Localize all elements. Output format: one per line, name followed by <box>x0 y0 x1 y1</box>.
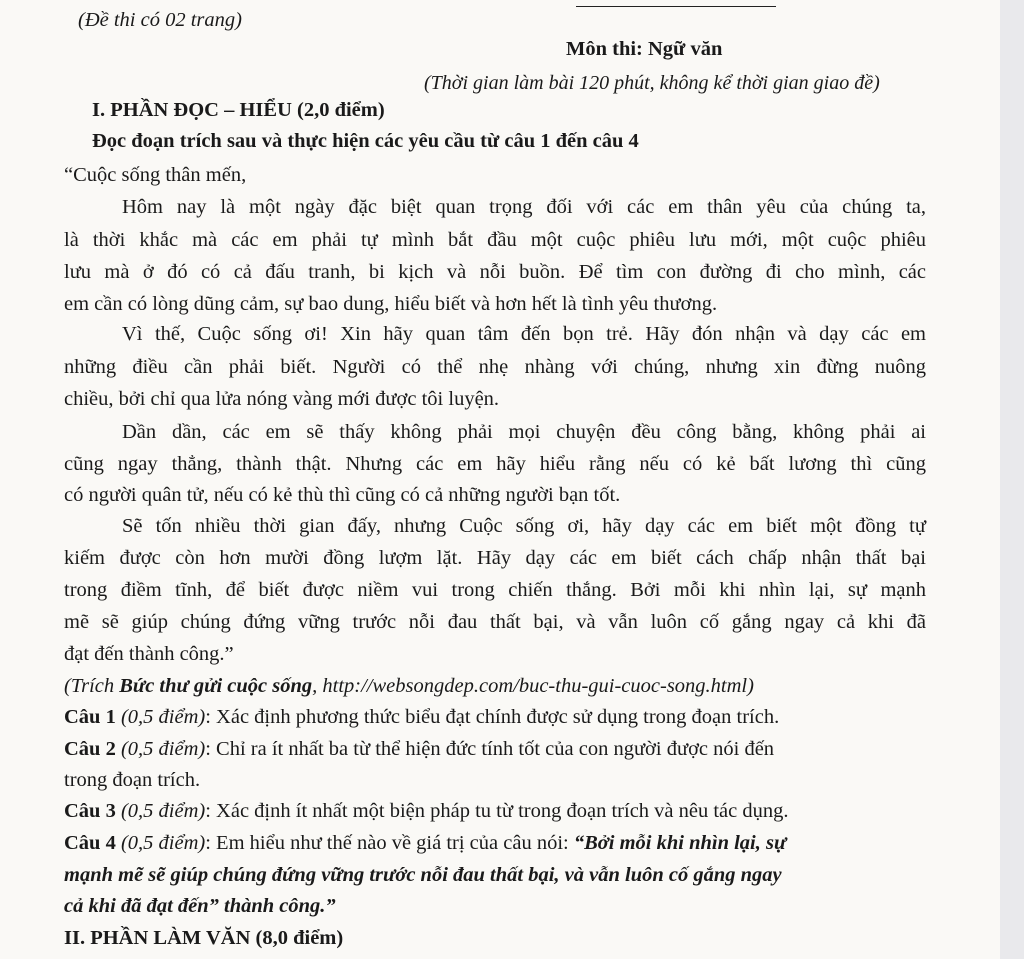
passage-line: là thời khắc mà các em phải tự mình bắt đầu một cuộc phiêu lưu mới, một cuộc phiêu <box>64 229 926 251</box>
source-citation: (Trích Bức thư gửi cuộc sống, http://websongdep.com/buc-thu-gui-cuoc-song.html) <box>64 675 754 697</box>
section2-title: II. PHẦN LÀM VĂN (8,0 điểm) <box>64 927 344 949</box>
question-3: Câu 3 (0,5 điểm): Xác định ít nhất một biện pháp tu từ trong đoạn trích và nêu tác dụng. <box>64 800 789 822</box>
source-url: http://websongdep.com/buc-thu-gui-cuoc-song.html <box>322 675 748 697</box>
time-note: (Thời gian làm bài 120 phút, không kể thời gian giao đề) <box>424 72 880 94</box>
header-rule <box>576 6 776 7</box>
passage-line: “Cuộc sống thân mến, <box>64 164 247 186</box>
passage-line: lưu mà ở đó có cả đấu tranh, bi kịch và nỗi buồn. Để tìm con đường đi cho mình, các <box>64 261 926 283</box>
page-note: (Đề thi có 02 trang) <box>78 9 242 31</box>
passage-line: đạt đến thành công.” <box>64 643 234 665</box>
section1-title: I. PHẦN ĐỌC – HIỂU (2,0 điểm) <box>92 99 385 121</box>
passage-line: cũng ngay thẳng, thành thật. Nhưng các em hãy hiểu rằng nếu có kẻ bất lương thì cũng <box>64 453 926 475</box>
subject-line <box>566 37 722 61</box>
passage-line: kiếm được còn hơn mười đồng lượm lặt. Hãy dạy các em biết cách chấp nhận thất bại <box>64 547 926 569</box>
question-1: Câu 1 (0,5 điểm): Xác định phương thức biểu đạt chính được sử dụng trong đoạn trích. <box>64 706 780 728</box>
passage-line: Sẽ tốn nhiều thời gian đấy, nhưng Cuộc sống ơi, hãy dạy các em biết một đồng tự <box>122 515 926 537</box>
source-title: Bức thư gửi cuộc sống <box>119 675 313 697</box>
passage-line: em cần có lòng dũng cảm, sự bao dung, hiểu biết và hơn hết là tình yêu thương. <box>64 293 718 315</box>
question-2-cont: trong đoạn trích. <box>64 769 201 791</box>
passage-line: Hôm nay là một ngày đặc biệt quan trọng đối với các em thân yêu của chúng ta, <box>122 196 926 218</box>
question-2: Câu 2 (0,5 điểm): Chỉ ra ít nhất ba từ thể hiện đức tính tốt của con người được nói đến <box>64 738 775 760</box>
subject-name: Ngữ văn <box>648 38 723 60</box>
passage-line: trong điềm tĩnh, để biết được niềm vui trong chiến thắng. Bởi mỗi khi nhìn lại, sự mạnh <box>64 579 926 601</box>
passage-line: mẽ sẽ giúp chúng đứng vững trước nỗi đau thất bại, và vẫn luôn cố gắng ngay cả khi đã <box>64 611 926 633</box>
passage-line: chiều, bởi chỉ qua lửa nóng vàng mới được tôi luyện. <box>64 388 500 410</box>
section1-instruction: Đọc đoạn trích sau và thực hiện các yêu cầu từ câu 1 đến câu 4 <box>92 130 639 152</box>
question-4-quote: mạnh mẽ sẽ giúp chúng đứng vững trước nỗi đau thất bại, và vẫn luôn cố gắng ngay <box>64 864 782 886</box>
question-4: Câu 4 (0,5 điểm): Em hiểu như thế nào về giá trị của câu nói: “Bởi mỗi khi nhìn lại, sự <box>64 832 787 854</box>
passage-line: Dần dần, các em sẽ thấy không phải mọi chuyện đều công bằng, không phải ai <box>122 421 926 443</box>
passage-line: những điều cần phải biết. Người có thể nhẹ nhàng với chúng, nhưng xin đừng nuông <box>64 356 926 378</box>
question-4-quote: cả khi đã đạt đến” thành công.” <box>64 895 336 917</box>
passage-line: Vì thế, Cuộc sống ơi! Xin hãy quan tâm đến bọn trẻ. Hãy đón nhận và dạy các em <box>122 323 926 345</box>
subject-label: Môn thi: <box>566 38 643 60</box>
passage-line: có người quân tử, nếu có kẻ thù thì cũng có cả những người bạn tốt. <box>64 484 621 506</box>
scroll-gutter <box>1000 0 1024 959</box>
